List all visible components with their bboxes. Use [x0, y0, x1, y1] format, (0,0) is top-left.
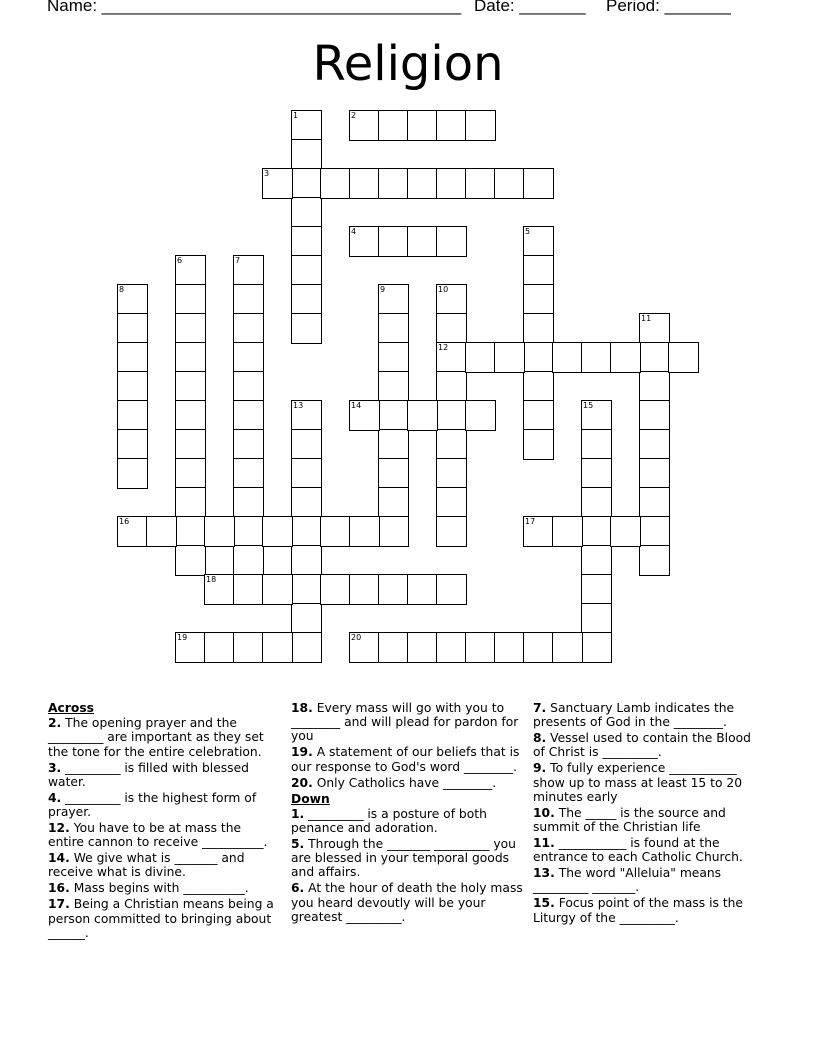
grid-cell[interactable]	[465, 632, 496, 663]
grid-cell[interactable]	[436, 632, 467, 663]
grid-cell[interactable]	[117, 429, 148, 460]
grid-cell[interactable]	[233, 371, 264, 402]
grid-cell[interactable]	[639, 429, 670, 460]
grid-cell[interactable]	[436, 487, 467, 518]
grid-cell[interactable]	[291, 255, 322, 286]
grid-cell[interactable]	[233, 545, 264, 576]
clue-number: 13	[293, 401, 304, 410]
grid-cell[interactable]	[175, 255, 206, 286]
grid-cell[interactable]	[639, 487, 670, 518]
clue-number: 3	[264, 169, 270, 178]
grid-cell[interactable]	[581, 342, 612, 373]
grid-cell[interactable]	[494, 632, 525, 663]
clue-across-3: 3. _________ is filled with blessed water.	[48, 760, 249, 789]
clue-across-18: 18. Every mass will go with you to ________ and will plead for pardon for you	[291, 701, 519, 744]
grid-cell[interactable]	[233, 342, 264, 373]
clue-number: 2	[351, 111, 357, 120]
grid-cell[interactable]	[436, 110, 467, 141]
grid-cell[interactable]	[204, 516, 235, 547]
grid-cell[interactable]	[581, 458, 612, 489]
grid-cell[interactable]	[407, 400, 438, 431]
grid-cell[interactable]	[523, 516, 554, 547]
grid-cell[interactable]	[291, 632, 322, 663]
grid-cell[interactable]	[349, 574, 380, 605]
grid-cell[interactable]	[581, 603, 612, 634]
grid-cell[interactable]	[378, 429, 409, 460]
grid-cell[interactable]	[436, 342, 467, 373]
grid-cell[interactable]	[349, 632, 380, 663]
grid-cell[interactable]	[523, 429, 554, 460]
clue-number: 6	[177, 256, 183, 265]
grid-cell[interactable]	[175, 632, 206, 663]
clue-column-3	[533, 701, 759, 927]
clue-number: 11	[641, 314, 652, 323]
grid-cell[interactable]	[349, 226, 380, 257]
grid-cell[interactable]	[407, 168, 438, 199]
grid-cell[interactable]	[233, 632, 264, 663]
grid-cell[interactable]	[117, 400, 148, 431]
clue-number: 5	[525, 227, 531, 236]
grid-cell[interactable]	[233, 400, 264, 431]
down-heading: Down	[291, 791, 330, 806]
grid-cell[interactable]	[378, 516, 409, 547]
grid-cell[interactable]	[378, 313, 409, 344]
grid-cell[interactable]	[494, 342, 525, 373]
grid-cell[interactable]	[378, 226, 409, 257]
grid-cell[interactable]	[175, 342, 206, 373]
grid-cell[interactable]	[349, 110, 380, 141]
grid-cell[interactable]	[610, 516, 641, 547]
grid-cell[interactable]	[291, 429, 322, 460]
grid-cell[interactable]	[436, 313, 467, 344]
clue-down-7: 7. Sanctuary Lamb indicates the presents of God in the ________.	[533, 701, 735, 730]
grid-cell[interactable]	[233, 313, 264, 344]
clue-down-15: 15. Focus point of the mass is the Liturgy of the _________.	[533, 896, 744, 925]
date-field-label: Date: _______	[474, 0, 586, 15]
grid-cell[interactable]	[639, 342, 670, 373]
grid-cell[interactable]	[291, 574, 322, 605]
grid-cell[interactable]	[581, 545, 612, 576]
grid-cell[interactable]	[639, 458, 670, 489]
clue-number: 9	[380, 285, 386, 294]
grid-cell[interactable]	[175, 516, 206, 547]
clue-number: 16	[119, 517, 130, 526]
grid-cell[interactable]	[610, 342, 641, 373]
grid-cell[interactable]	[117, 342, 148, 373]
clue-down-11: 11. ___________ is found at the entrance to each Catholic Church.	[533, 836, 743, 865]
grid-cell[interactable]	[378, 632, 409, 663]
clue-down-13: 13. The word "Alleluia" means _________ _______.	[533, 866, 722, 895]
clue-across-2: 2. The opening prayer and the _________ are important as they set the tone for the entire celebration.	[48, 716, 264, 759]
grid-cell[interactable]	[639, 400, 670, 431]
grid-cell[interactable]	[233, 284, 264, 315]
grid-cell[interactable]	[291, 313, 322, 344]
grid-cell[interactable]	[436, 516, 467, 547]
grid-cell[interactable]	[291, 110, 322, 141]
grid-cell[interactable]	[117, 371, 148, 402]
grid-cell[interactable]	[639, 371, 670, 402]
grid-cell[interactable]	[204, 632, 235, 663]
clue-number: 12	[438, 343, 449, 352]
grid-cell[interactable]	[523, 284, 554, 315]
grid-cell[interactable]	[494, 168, 525, 199]
clue-across-17: 17. Being a Christian means being a person committed to bringing about ______.	[48, 897, 274, 940]
grid-cell[interactable]	[465, 168, 496, 199]
grid-cell[interactable]	[523, 400, 554, 431]
grid-cell[interactable]	[291, 545, 322, 576]
grid-cell[interactable]	[291, 516, 322, 547]
clue-number: 7	[235, 256, 241, 265]
clue-across-12: 12. You have to be at mass the entire cannon to receive __________.	[48, 821, 268, 850]
grid-cell[interactable]	[378, 168, 409, 199]
grid-cell[interactable]	[581, 632, 612, 663]
grid-cell[interactable]	[291, 197, 322, 228]
clue-number: 19	[177, 633, 188, 642]
grid-cell[interactable]	[668, 342, 699, 373]
clue-across-4: 4. _________ is the highest form of prayer.	[48, 790, 257, 820]
grid-cell[interactable]	[204, 574, 235, 605]
grid-cell[interactable]	[233, 487, 264, 518]
grid-cell[interactable]	[378, 400, 409, 431]
clue-across-16: 16. Mass begins with __________.	[48, 881, 249, 896]
grid-cell[interactable]	[349, 168, 380, 199]
grid-cell[interactable]	[378, 487, 409, 518]
grid-cell[interactable]	[175, 284, 206, 315]
clue-column-2	[291, 701, 523, 926]
grid-cell[interactable]	[320, 516, 351, 547]
grid-cell[interactable]	[291, 139, 322, 170]
clue-down-1: 1. _________ is a posture of both penance and adoration.	[291, 806, 487, 836]
grid-cell[interactable]	[523, 226, 554, 257]
clue-number: 8	[119, 285, 125, 294]
grid-cell[interactable]	[117, 516, 148, 547]
grid-cell[interactable]	[233, 516, 264, 547]
clue-down-5: 5. Through the _______ _________ you are blessed in your temporal goods and affairs.	[291, 837, 516, 880]
name-field-label: Name: ______________________________________	[47, 0, 462, 15]
grid-cell[interactable]	[436, 371, 467, 402]
grid-cell[interactable]	[175, 400, 206, 431]
clue-number: 18	[206, 575, 217, 584]
grid-cell[interactable]	[523, 342, 554, 373]
grid-cell[interactable]	[146, 516, 177, 547]
grid-cell[interactable]	[581, 429, 612, 460]
grid-cell[interactable]	[407, 226, 438, 257]
grid-cell[interactable]	[581, 574, 612, 605]
clue-down-6: 6. At the hour of death the holy mass you heard devoutly will be your greatest _________.	[291, 881, 523, 924]
grid-cell[interactable]	[291, 226, 322, 257]
grid-cell[interactable]	[117, 313, 148, 344]
page-title: Religion	[312, 36, 504, 92]
grid-cell[interactable]	[349, 516, 380, 547]
clue-number: 1	[293, 111, 299, 120]
period-field-label: Period: _______	[606, 0, 731, 15]
grid-cell[interactable]	[639, 313, 670, 344]
grid-cell[interactable]	[465, 110, 496, 141]
grid-cell[interactable]	[552, 516, 583, 547]
grid-cell[interactable]	[465, 342, 496, 373]
grid-cell[interactable]	[436, 226, 467, 257]
grid-cell[interactable]	[523, 313, 554, 344]
grid-cell[interactable]	[523, 255, 554, 286]
grid-cell[interactable]	[436, 168, 467, 199]
grid-cell[interactable]	[436, 458, 467, 489]
grid-cell[interactable]	[320, 574, 351, 605]
grid-cell[interactable]	[349, 400, 380, 431]
grid-cell[interactable]	[639, 516, 670, 547]
grid-cell[interactable]	[436, 284, 467, 315]
grid-cell[interactable]	[639, 545, 670, 576]
grid-cell[interactable]	[175, 313, 206, 344]
grid-cell[interactable]	[175, 545, 206, 576]
grid-cell[interactable]	[291, 487, 322, 518]
grid-cell[interactable]	[291, 603, 322, 634]
grid-cell[interactable]	[262, 632, 293, 663]
clue-number: 4	[351, 227, 357, 236]
grid-cell[interactable]	[436, 429, 467, 460]
clue-number: 17	[525, 517, 536, 526]
grid-cell[interactable]	[175, 458, 206, 489]
grid-cell[interactable]	[378, 284, 409, 315]
clue-across-19: 19. A statement of our beliefs that is our response to God's word ________.	[291, 745, 520, 774]
grid-cell[interactable]	[523, 632, 554, 663]
grid-cell[interactable]	[262, 516, 293, 547]
grid-cell[interactable]	[291, 458, 322, 489]
clue-number: 14	[351, 401, 362, 410]
grid-cell[interactable]	[378, 574, 409, 605]
grid-cell[interactable]	[378, 371, 409, 402]
clue-across-14: 14. We give what is _______ and receive what is divine.	[48, 851, 245, 880]
grid-cell[interactable]	[378, 458, 409, 489]
grid-cell[interactable]	[175, 429, 206, 460]
grid-cell[interactable]	[117, 284, 148, 315]
clue-down-10: 10. The _____ is the source and summit of the Christian life	[533, 805, 726, 835]
grid-cell[interactable]	[523, 371, 554, 402]
clue-across-20: 20. Only Catholics have ________.	[291, 775, 497, 790]
clue-column-1	[48, 701, 274, 942]
grid-cell[interactable]	[407, 110, 438, 141]
clue-number: 20	[351, 633, 362, 642]
grid-cell[interactable]	[233, 429, 264, 460]
grid-cell[interactable]	[523, 168, 554, 199]
grid-cell[interactable]	[233, 574, 264, 605]
grid-cell[interactable]	[291, 168, 322, 199]
grid-cell[interactable]	[262, 574, 293, 605]
grid-cell[interactable]	[291, 400, 322, 431]
clue-down-9: 9. To fully experience ___________ show up to mass at least 15 to 20 minutes early	[533, 761, 743, 804]
grid-cell[interactable]	[378, 110, 409, 141]
grid-cell[interactable]	[581, 516, 612, 547]
grid-cell[interactable]	[552, 342, 583, 373]
grid-cell[interactable]	[262, 168, 293, 199]
grid-cell[interactable]	[233, 255, 264, 286]
grid-cell[interactable]	[378, 342, 409, 373]
grid-cell[interactable]	[407, 574, 438, 605]
grid-cell[interactable]	[117, 458, 148, 489]
grid-cell[interactable]	[407, 632, 438, 663]
grid-cell[interactable]	[320, 168, 351, 199]
across-heading: Across	[48, 701, 94, 715]
grid-cell[interactable]	[581, 400, 612, 431]
clue-number: 15	[583, 401, 594, 410]
grid-cell[interactable]	[233, 458, 264, 489]
clue-number: 10	[438, 285, 449, 294]
grid-cell[interactable]	[291, 284, 322, 315]
grid-cell[interactable]	[465, 400, 496, 431]
clue-down-8: 8. Vessel used to contain the Blood of Christ is _________.	[533, 731, 751, 760]
grid-cell[interactable]	[552, 632, 583, 663]
grid-cell[interactable]	[436, 400, 467, 431]
grid-cell[interactable]	[175, 487, 206, 518]
grid-cell[interactable]	[581, 487, 612, 518]
grid-cell[interactable]	[436, 574, 467, 605]
grid-cell[interactable]	[175, 371, 206, 402]
